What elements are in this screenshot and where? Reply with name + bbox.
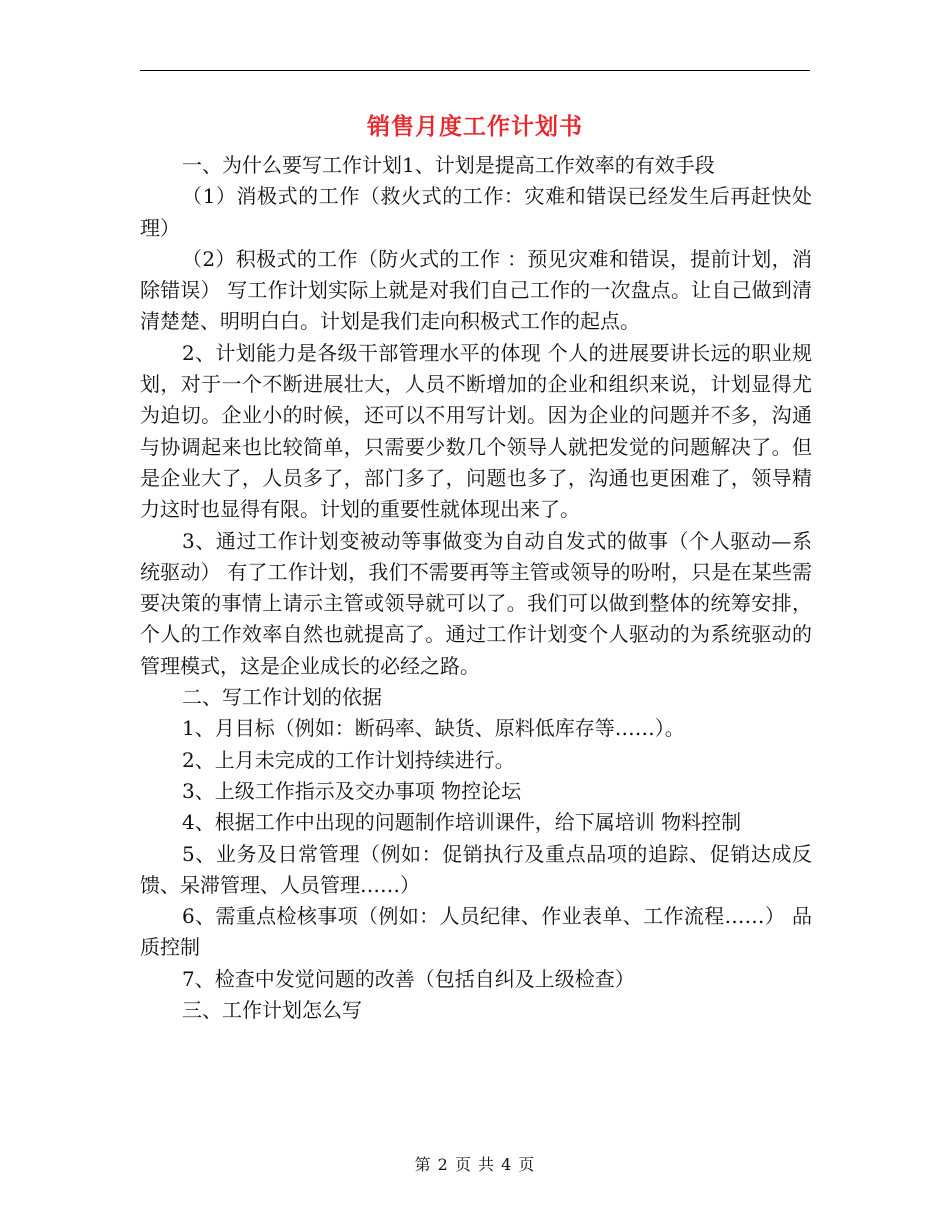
list-item: 5、业务及日常管理（例如：促销执行及重点品项的追踪、促销达成反馈、呆滞管理、人员管理……） — [140, 841, 812, 897]
list-item: 3、上级工作指示及交办事项 物控论坛 — [182, 778, 522, 803]
list-item: 4、根据工作中出现的问题制作培训课件，给下属培训 物料控制 — [182, 810, 742, 835]
list-item: 6、需重点检核事项（例如：人员纪律、作业表单、工作流程……） 品质控制 — [140, 904, 812, 960]
list-item: 1、月目标（例如：断码率、缺货、原料低库存等……）。 — [182, 716, 685, 741]
paragraph: （2）积极式的工作（防火式的工作 ：预见灾难和错误，提前计划，消除错误） 写工作计划实际上就是对我们自己工作的一次盘点。让自己做到清清楚楚、明明白白。计划是我们走向积极式工作的起点。 — [140, 246, 812, 334]
header-rule — [140, 70, 810, 71]
document-title: 销售月度工作计划书 — [367, 114, 583, 140]
page-number: 第 2 页 共 4 页 — [414, 1155, 536, 1174]
paragraph: 2、计划能力是各级干部管理水平的体现 个人的进展要讲长远的职业规划，对于一个不断进展壮大，人员不断增加的企业和组织来说，计划显得尤为迫切。企业小的时候，还可以不用写计划。因为企业的问题并不多，沟通与协调起来也比较简单，只需要少数几个领导人就把发觉的问题解决了。但是企业大了，人员多了，部门多了，问题也多了，沟通也更困难了，领导精力这时也显得有限。计划的重要性就体现出来了。 — [140, 340, 812, 522]
section-heading: 二、写工作计划的依据 — [182, 685, 382, 710]
list-item: 7、检查中发觉问题的改善（包括自纠及上级检查） — [182, 966, 635, 991]
paragraph: （1）消极式的工作（救火式的工作：灾难和错误已经发生后再赶快处理） — [140, 184, 812, 240]
paragraph: 3、通过工作计划变被动等事做变为自动自发式的做事（个人驱动—系统驱动） 有了工作计划，我们不需要再等主管或领导的吩咐，只是在某些需要决策的事情上请示主管或领导就可以了。我们可以做到整体的统筹安排，个人的工作效率自然也就提高了。通过工作计划变个人驱动的为系统驱动的管理模式，这是企业成长的必经之路。 — [140, 528, 812, 678]
paragraph: 一、为什么要写工作计划1、计划是提高工作效率的有效手段 — [182, 153, 715, 177]
section-heading: 三、工作计划怎么写 — [182, 998, 362, 1023]
list-item: 2、上月未完成的工作计划持续进行。 — [182, 747, 515, 772]
document-body — [140, 150, 812, 1026]
